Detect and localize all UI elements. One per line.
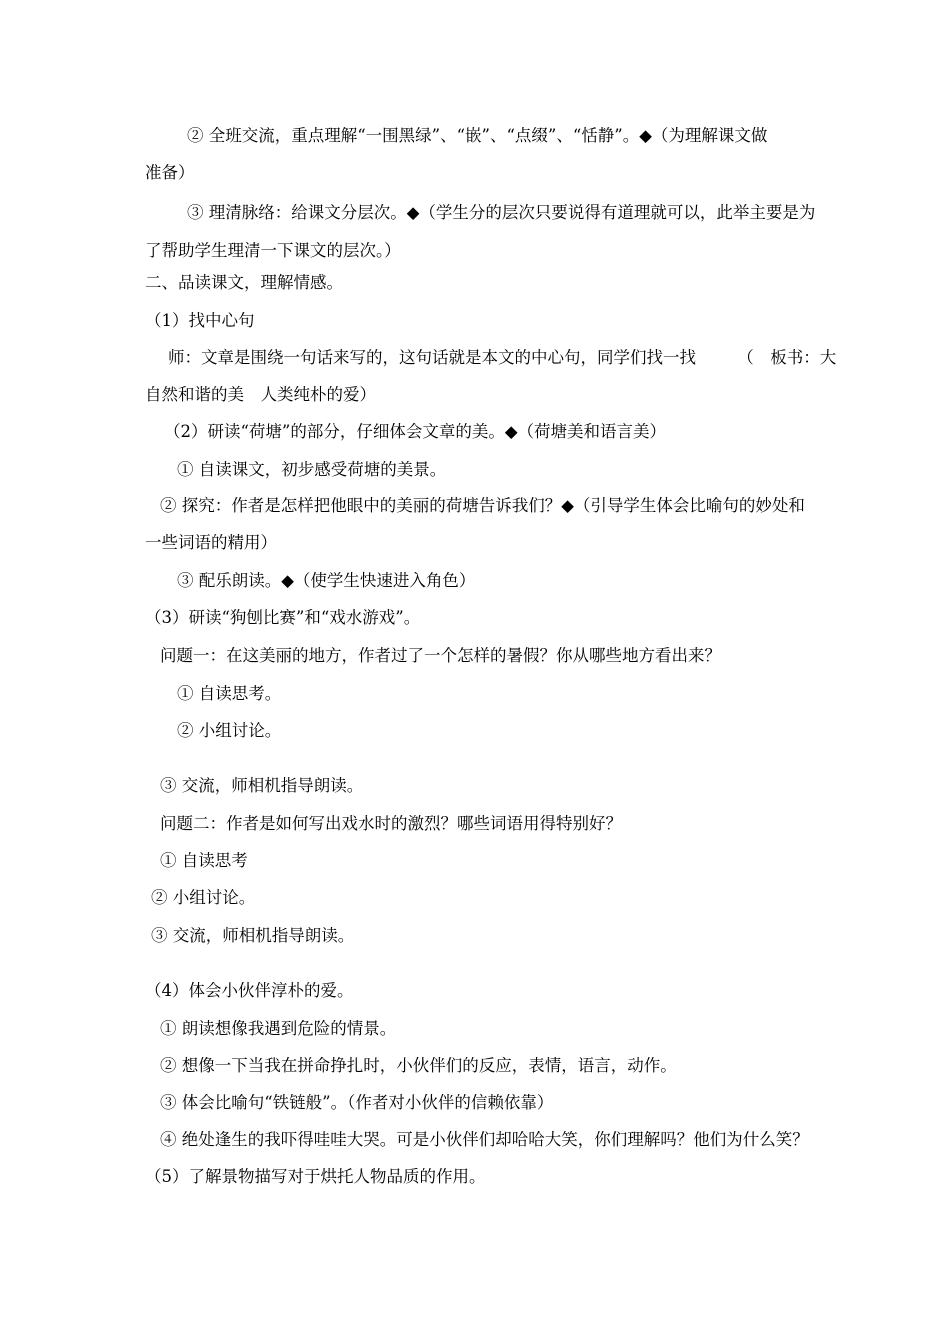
text-line: ① 朗读想像我遇到危险的情景。 bbox=[160, 1019, 397, 1038]
text-line: ② 全班交流，重点理解“一围黑绿”、“嵌”、“点缀”、“恬静”。◆（为理解课文做 bbox=[187, 126, 768, 145]
text-line: ② 小组讨论。 bbox=[151, 888, 256, 907]
text-line: ② 想像一下当我在拼命挣扎时，小伙伴们的反应，表情，语言，动作。 bbox=[160, 1056, 677, 1075]
subsection-heading: （5）了解景物描写对于烘托人物品质的作用。 bbox=[145, 1167, 486, 1186]
text-line: 了帮助学生理清一下课文的层次。） bbox=[145, 241, 401, 260]
subsection-heading: （2）研读“荷塘”的部分，仔细体会文章的美。◆（荷塘美和语言美） bbox=[164, 422, 667, 441]
subsection-heading: （3）研读“狗刨比赛”和“戏水游戏”。 bbox=[145, 608, 421, 627]
text-line: ④ 绝处逢生的我吓得哇哇大哭。可是小伙伴们却哈哈大笑，你们理解吗？他们为什么笑？ bbox=[160, 1130, 809, 1149]
text-line: ① 自读课文，初步感受荷塘的美景。 bbox=[177, 460, 447, 479]
text-line: ① 自读思考 bbox=[160, 851, 248, 870]
text-line: 自然和谐的美 人类纯朴的爱） bbox=[145, 385, 376, 404]
text-line: 一些词语的精用） bbox=[145, 533, 277, 552]
question-line: 问题一：在这美丽的地方，作者过了一个怎样的暑假？你从哪些地方看出来？ bbox=[160, 646, 721, 665]
subsection-heading: （4）体会小伙伴淳朴的爱。 bbox=[145, 981, 354, 1000]
subsection-heading: （1）找中心句 bbox=[145, 311, 255, 330]
text-line: ② 小组讨论。 bbox=[177, 721, 282, 740]
text-line: 准备） bbox=[145, 163, 195, 182]
text-line: ③ 理清脉络：给课文分层次。◆（学生分的层次只要说得有道理就可以，此举主要是为 bbox=[187, 203, 816, 222]
text-line: ③ 体会比喻句“铁链般”。（作者对小伙伴的信赖依靠） bbox=[160, 1093, 554, 1112]
text-line: ③ 交流，师相机指导朗读。 bbox=[151, 926, 355, 945]
text-line: ① 自读思考。 bbox=[177, 684, 282, 703]
section-heading: 二、品读课文，理解情感。 bbox=[145, 273, 343, 292]
text-line: ③ 配乐朗读。◆（使学生快速进入角色） bbox=[177, 571, 476, 590]
question-line: 问题二：作者是如何写出戏水时的激烈？哪些词语用得特别好？ bbox=[160, 814, 622, 833]
text-line: 师：文章是围绕一句话来写的，这句话就是本文的中心句，同学们找一找 （ 板书：大 bbox=[168, 348, 837, 367]
text-line: ③ 交流，师相机指导朗读。 bbox=[160, 776, 364, 795]
text-line: ② 探究：作者是怎样把他眼中的美丽的荷塘告诉我们？◆（引导学生体会比喻句的妙处和 bbox=[160, 496, 805, 515]
